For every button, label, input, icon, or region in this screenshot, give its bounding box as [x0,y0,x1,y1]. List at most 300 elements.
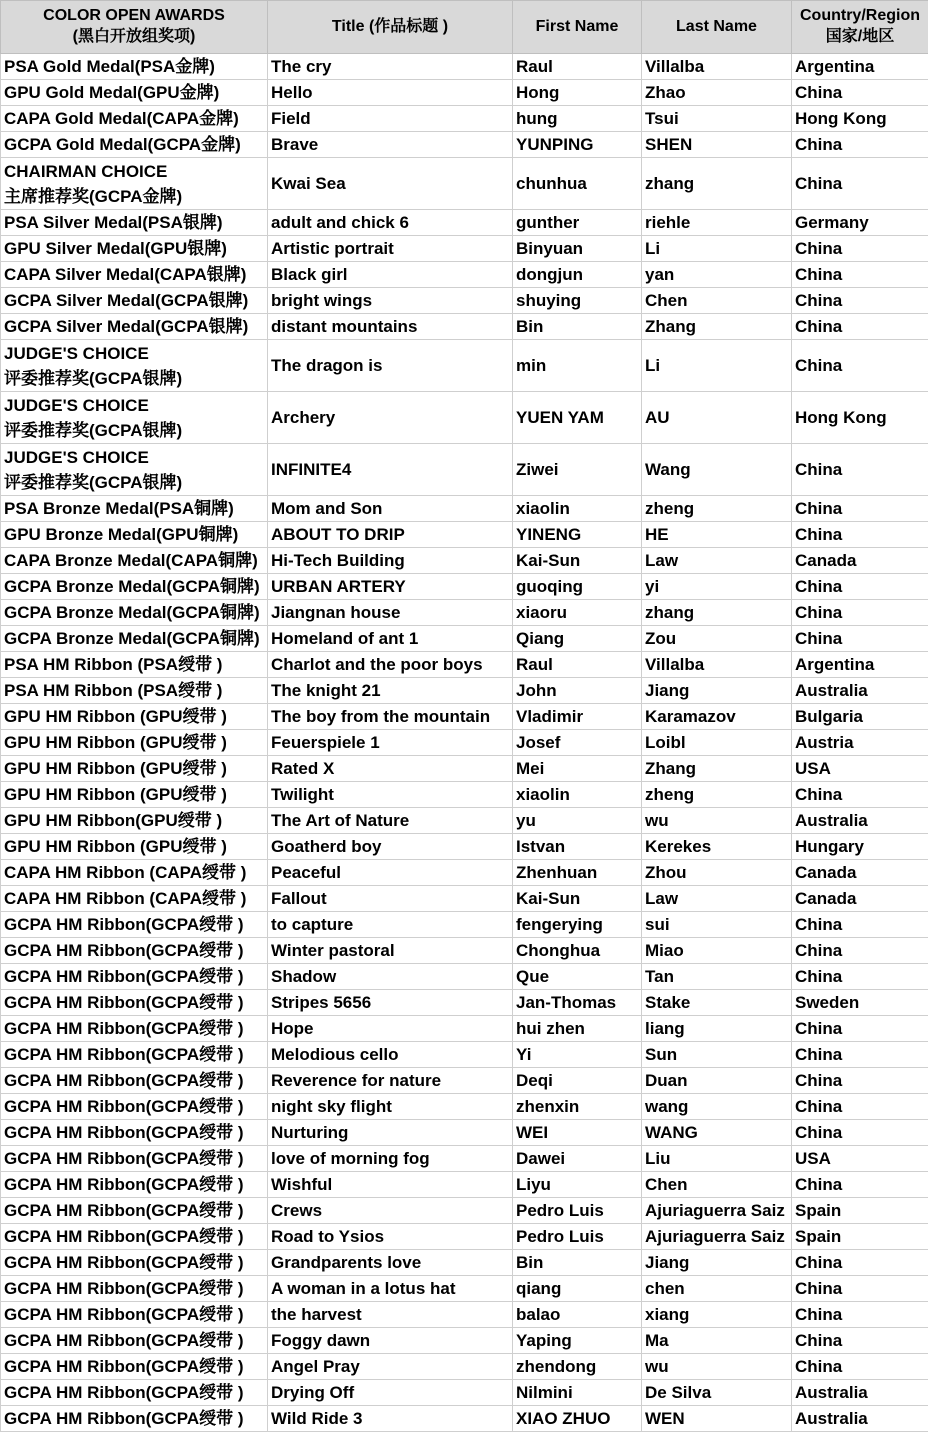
table-row [1,496,928,522]
award-name: GCPA HM Ribbon(GCPA绶带 ) [4,1123,244,1142]
last-name-cell: Liu [642,1146,792,1172]
last-name-cell: sui [642,912,792,938]
first-name-cell: Raul [513,54,642,80]
award-cell [1,1172,268,1198]
title-cell: Kwai Sea [268,158,513,210]
country-cell: China [792,1354,928,1380]
country-cell: China [792,1094,928,1120]
first-name-cell: YINENG [513,522,642,548]
award-name: GPU Gold Medal(GPU金牌) [4,83,220,102]
table-row [1,626,928,652]
first-name-cell: Vladimir [513,704,642,730]
first-name-cell: Ziwei [513,444,642,496]
table-row [1,1328,928,1354]
table-row [1,1276,928,1302]
first-name-cell: min [513,340,642,392]
award-cell [1,132,268,158]
title-cell: Wishful [268,1172,513,1198]
award-name: GCPA Silver Medal(GCPA银牌) [4,291,249,310]
header-country-line1: Country/Region [800,7,920,25]
first-name-cell: Qiang [513,626,642,652]
table-row [1,808,928,834]
table-row [1,834,928,860]
table-row [1,704,928,730]
first-name-cell: dongjun [513,262,642,288]
last-name-cell: Tan [642,964,792,990]
table-row [1,1016,928,1042]
country-cell: Spain [792,1224,928,1250]
last-name-cell: Law [642,548,792,574]
first-name-cell: Bin [513,314,642,340]
table-row [1,444,928,496]
first-name-cell: Pedro Luis [513,1224,642,1250]
first-name-cell: Josef [513,730,642,756]
table-row [1,990,928,1016]
first-name-cell: Chonghua [513,938,642,964]
country-cell: Spain [792,1198,928,1224]
last-name-cell: HE [642,522,792,548]
country-cell: China [792,600,928,626]
title-cell: Angel Pray [268,1354,513,1380]
award-name: GCPA HM Ribbon(GCPA绶带 ) [4,1097,244,1116]
header-award [1,1,268,54]
first-name-cell: zhenxin [513,1094,642,1120]
title-cell: A woman in a lotus hat [268,1276,513,1302]
country-cell: Hong Kong [792,106,928,132]
award-name: CAPA Gold Medal(CAPA金牌) [4,109,239,128]
last-name-cell: WANG [642,1120,792,1146]
country-cell: China [792,1068,928,1094]
country-cell: China [792,80,928,106]
country-cell: China [792,1328,928,1354]
award-cell [1,938,268,964]
country-cell: Australia [792,1406,928,1432]
first-name-cell: YUEN YAM [513,392,642,444]
first-name-cell: hung [513,106,642,132]
award-cell [1,54,268,80]
table-row [1,1224,928,1250]
award-name: GCPA HM Ribbon(GCPA绶带 ) [4,1305,244,1324]
country-cell: Sweden [792,990,928,1016]
last-name-cell: wu [642,808,792,834]
country-cell: China [792,314,928,340]
title-cell: bright wings [268,288,513,314]
award-cell [1,288,268,314]
first-name-cell: YUNPING [513,132,642,158]
table-row [1,860,928,886]
award-cell [1,106,268,132]
first-name-cell: Binyuan [513,236,642,262]
table-row [1,1250,928,1276]
first-name-cell: xiaolin [513,782,642,808]
table-row [1,1354,928,1380]
award-cell [1,1406,268,1432]
last-name-cell: zhang [642,158,792,210]
country-cell: USA [792,1146,928,1172]
country-cell: China [792,782,928,808]
header-row [1,1,928,54]
title-cell: Shadow [268,964,513,990]
award-cell [1,1146,268,1172]
country-cell: China [792,522,928,548]
last-name-cell: Villalba [642,54,792,80]
last-name-cell: wu [642,1354,792,1380]
last-name-cell: Stake [642,990,792,1016]
last-name-cell: Loibl [642,730,792,756]
country-cell: China [792,1016,928,1042]
title-cell: The Art of Nature [268,808,513,834]
last-name-cell: Villalba [642,652,792,678]
award-name: GPU Silver Medal(GPU银牌) [4,239,227,258]
title-cell: Homeland of ant 1 [268,626,513,652]
table-row [1,288,928,314]
title-cell: Charlot and the poor boys [268,652,513,678]
header-award-line2: (黑白开放组奖项) [72,28,196,45]
award-name: GCPA HM Ribbon(GCPA绶带 ) [4,993,244,1012]
header-title: Title (作品标题 ) [268,1,513,54]
table-row [1,54,928,80]
last-name-cell: AU [642,392,792,444]
country-cell: Germany [792,210,928,236]
country-cell: Hong Kong [792,392,928,444]
award-cell [1,782,268,808]
award-name: GCPA HM Ribbon(GCPA绶带 ) [4,941,244,960]
last-name-cell: yi [642,574,792,600]
award-cell [1,886,268,912]
first-name-cell: xiaoru [513,600,642,626]
title-cell: Grandparents love [268,1250,513,1276]
table-row [1,1120,928,1146]
country-cell: Argentina [792,54,928,80]
award-cell [1,1328,268,1354]
award-cell [1,444,268,496]
award-cell [1,1354,268,1380]
first-name-cell: Pedro Luis [513,1198,642,1224]
title-cell: Melodious cello [268,1042,513,1068]
last-name-cell: Miao [642,938,792,964]
last-name-cell: Zou [642,626,792,652]
last-name-cell: WEN [642,1406,792,1432]
award-cell [1,912,268,938]
first-name-cell: Liyu [513,1172,642,1198]
country-cell: Australia [792,808,928,834]
last-name-cell: Li [642,236,792,262]
award-name: GCPA Gold Medal(GCPA金牌) [4,135,241,154]
award-cell [1,730,268,756]
table-row [1,236,928,262]
award-name: GPU HM Ribbon(GPU绶带 ) [4,811,223,830]
table-row [1,1094,928,1120]
award-name: GCPA HM Ribbon(GCPA绶带 ) [4,1149,244,1168]
award-cell [1,574,268,600]
first-name-cell: Jan-Thomas [513,990,642,1016]
last-name-cell: zheng [642,782,792,808]
first-name-cell: Bin [513,1250,642,1276]
title-cell: The knight 21 [268,678,513,704]
title-cell: The cry [268,54,513,80]
country-cell: China [792,626,928,652]
country-cell: Australia [792,678,928,704]
table-row [1,912,928,938]
table-row [1,1146,928,1172]
award-name: CAPA Bronze Medal(CAPA铜牌) [4,551,258,570]
title-cell: Goatherd boy [268,834,513,860]
first-name-cell: John [513,678,642,704]
table-row [1,392,928,444]
country-cell: China [792,1042,928,1068]
country-cell: China [792,132,928,158]
title-cell: Road to Ysios [268,1224,513,1250]
last-name-cell: Tsui [642,106,792,132]
award-name: GCPA HM Ribbon(GCPA绶带 ) [4,1383,244,1402]
title-cell: Hi-Tech Building [268,548,513,574]
header-first-name: First Name [513,1,642,54]
country-cell: China [792,964,928,990]
award-cell [1,678,268,704]
title-cell: Foggy dawn [268,1328,513,1354]
first-name-cell: WEI [513,1120,642,1146]
country-cell: Canada [792,886,928,912]
last-name-cell: wang [642,1094,792,1120]
country-cell: China [792,158,928,210]
award-cell [1,1042,268,1068]
award-name: GPU HM Ribbon (GPU绶带 ) [4,759,227,778]
title-cell: Artistic portrait [268,236,513,262]
title-cell: Winter pastoral [268,938,513,964]
last-name-cell: chen [642,1276,792,1302]
first-name-cell: Kai-Sun [513,548,642,574]
last-name-cell: zheng [642,496,792,522]
first-name-cell: yu [513,808,642,834]
award-name: PSA HM Ribbon (PSA绶带 ) [4,655,223,674]
title-cell: Jiangnan house [268,600,513,626]
country-cell: Australia [792,1380,928,1406]
last-name-cell: zhang [642,600,792,626]
title-cell: Wild Ride 3 [268,1406,513,1432]
first-name-cell: fengerying [513,912,642,938]
award-name: GCPA HM Ribbon(GCPA绶带 ) [4,1331,244,1350]
last-name-cell: Ma [642,1328,792,1354]
award-cell [1,1120,268,1146]
award-name-secondary: 评委推荐奖(GCPA银牌) [4,368,183,388]
country-cell: Austria [792,730,928,756]
last-name-cell: Wang [642,444,792,496]
title-cell: Hello [268,80,513,106]
header-country-line2: 国家/地区 [825,28,895,45]
award-name: GCPA HM Ribbon(GCPA绶带 ) [4,1201,244,1220]
award-name: GPU Bronze Medal(GPU铜牌) [4,525,239,544]
last-name-cell: liang [642,1016,792,1042]
first-name-cell: guoqing [513,574,642,600]
award-name: GCPA HM Ribbon(GCPA绶带 ) [4,1175,244,1194]
title-cell: Fallout [268,886,513,912]
title-cell: Reverence for nature [268,1068,513,1094]
title-cell: Twilight [268,782,513,808]
title-cell: Drying Off [268,1380,513,1406]
country-cell: China [792,262,928,288]
title-cell: Archery [268,392,513,444]
table-row [1,1380,928,1406]
award-cell [1,392,268,444]
award-cell [1,964,268,990]
award-cell [1,522,268,548]
award-cell [1,210,268,236]
country-cell: China [792,340,928,392]
award-name: GCPA Bronze Medal(GCPA铜牌) [4,629,260,648]
title-cell: distant mountains [268,314,513,340]
table-header [1,1,928,54]
award-cell [1,1276,268,1302]
award-name: GCPA HM Ribbon(GCPA绶带 ) [4,1357,244,1376]
table-row [1,678,928,704]
award-cell [1,652,268,678]
title-cell: Stripes 5656 [268,990,513,1016]
last-name-cell: Chen [642,1172,792,1198]
country-cell: China [792,574,928,600]
award-cell [1,236,268,262]
award-name: CHAIRMAN CHOICE [4,161,168,181]
award-cell [1,860,268,886]
title-cell: adult and chick 6 [268,210,513,236]
table-row [1,80,928,106]
award-name: GCPA Bronze Medal(GCPA铜牌) [4,603,260,622]
country-cell: Argentina [792,652,928,678]
award-cell [1,340,268,392]
last-name-cell: Li [642,340,792,392]
award-cell [1,1302,268,1328]
last-name-cell: Jiang [642,1250,792,1276]
first-name-cell: Zhenhuan [513,860,642,886]
first-name-cell: Nilmini [513,1380,642,1406]
country-cell: Hungary [792,834,928,860]
table-row [1,262,928,288]
table-row [1,938,928,964]
last-name-cell: Zhou [642,860,792,886]
award-name: CAPA HM Ribbon (CAPA绶带 ) [4,889,247,908]
last-name-cell: SHEN [642,132,792,158]
title-cell: Nurturing [268,1120,513,1146]
award-cell [1,1250,268,1276]
award-name: JUDGE'S CHOICE [4,395,149,415]
title-cell: Peaceful [268,860,513,886]
country-cell: China [792,938,928,964]
award-name: JUDGE'S CHOICE [4,343,149,363]
table-row [1,1172,928,1198]
award-name: GCPA HM Ribbon(GCPA绶带 ) [4,1279,244,1298]
table-row [1,782,928,808]
last-name-cell: De Silva [642,1380,792,1406]
award-name: PSA Bronze Medal(PSA铜牌) [4,499,234,518]
table-row [1,522,928,548]
title-cell: Black girl [268,262,513,288]
table-row [1,1042,928,1068]
last-name-cell: Law [642,886,792,912]
title-cell: Field [268,106,513,132]
title-cell: love of morning fog [268,1146,513,1172]
table-row [1,314,928,340]
award-cell [1,548,268,574]
award-cell [1,262,268,288]
country-cell: China [792,236,928,262]
first-name-cell: Kai-Sun [513,886,642,912]
award-cell [1,704,268,730]
header-award-line1: COLOR OPEN AWARDS [43,7,225,25]
first-name-cell: gunther [513,210,642,236]
award-name: PSA Gold Medal(PSA金牌) [4,57,215,76]
country-cell: China [792,1276,928,1302]
award-cell [1,1068,268,1094]
country-cell: China [792,496,928,522]
award-cell [1,834,268,860]
award-name: GCPA HM Ribbon(GCPA绶带 ) [4,1409,244,1428]
first-name-cell: shuying [513,288,642,314]
table-row [1,548,928,574]
table-row [1,756,928,782]
title-cell: Feuerspiele 1 [268,730,513,756]
last-name-cell: Ajuriaguerra Saiz [642,1198,792,1224]
award-name-secondary: 主席推荐奖(GCPA金牌) [4,186,183,206]
last-name-cell: Karamazov [642,704,792,730]
award-cell [1,808,268,834]
country-cell: Bulgaria [792,704,928,730]
header-last-name: Last Name [642,1,792,54]
first-name-cell: chunhua [513,158,642,210]
country-cell: China [792,1302,928,1328]
title-cell: Brave [268,132,513,158]
first-name-cell: Mei [513,756,642,782]
last-name-cell: Ajuriaguerra Saiz [642,1224,792,1250]
award-cell [1,626,268,652]
award-name: PSA Silver Medal(PSA银牌) [4,213,223,232]
first-name-cell: Deqi [513,1068,642,1094]
award-name: GCPA HM Ribbon(GCPA绶带 ) [4,1019,244,1038]
award-cell [1,1380,268,1406]
title-cell: INFINITE4 [268,444,513,496]
title-cell: Crews [268,1198,513,1224]
table-row [1,132,928,158]
first-name-cell: zhendong [513,1354,642,1380]
country-cell: China [792,1250,928,1276]
first-name-cell: Yaping [513,1328,642,1354]
last-name-cell: Chen [642,288,792,314]
award-name: PSA HM Ribbon (PSA绶带 ) [4,681,223,700]
award-name: GCPA HM Ribbon(GCPA绶带 ) [4,1227,244,1246]
title-cell: URBAN ARTERY [268,574,513,600]
table-row [1,652,928,678]
table-row [1,210,928,236]
first-name-cell: Raul [513,652,642,678]
last-name-cell: Sun [642,1042,792,1068]
award-name: JUDGE'S CHOICE [4,447,149,467]
first-name-cell: hui zhen [513,1016,642,1042]
country-cell: China [792,912,928,938]
table-row [1,106,928,132]
country-cell: Canada [792,548,928,574]
award-name: GCPA Silver Medal(GCPA银牌) [4,317,249,336]
title-cell: night sky flight [268,1094,513,1120]
award-cell [1,158,268,210]
title-cell: Hope [268,1016,513,1042]
award-name: GCPA HM Ribbon(GCPA绶带 ) [4,915,244,934]
last-name-cell: yan [642,262,792,288]
last-name-cell: Zhang [642,756,792,782]
last-name-cell: riehle [642,210,792,236]
award-cell [1,314,268,340]
country-cell: China [792,1120,928,1146]
country-cell: China [792,444,928,496]
table-row [1,600,928,626]
table-row [1,1068,928,1094]
